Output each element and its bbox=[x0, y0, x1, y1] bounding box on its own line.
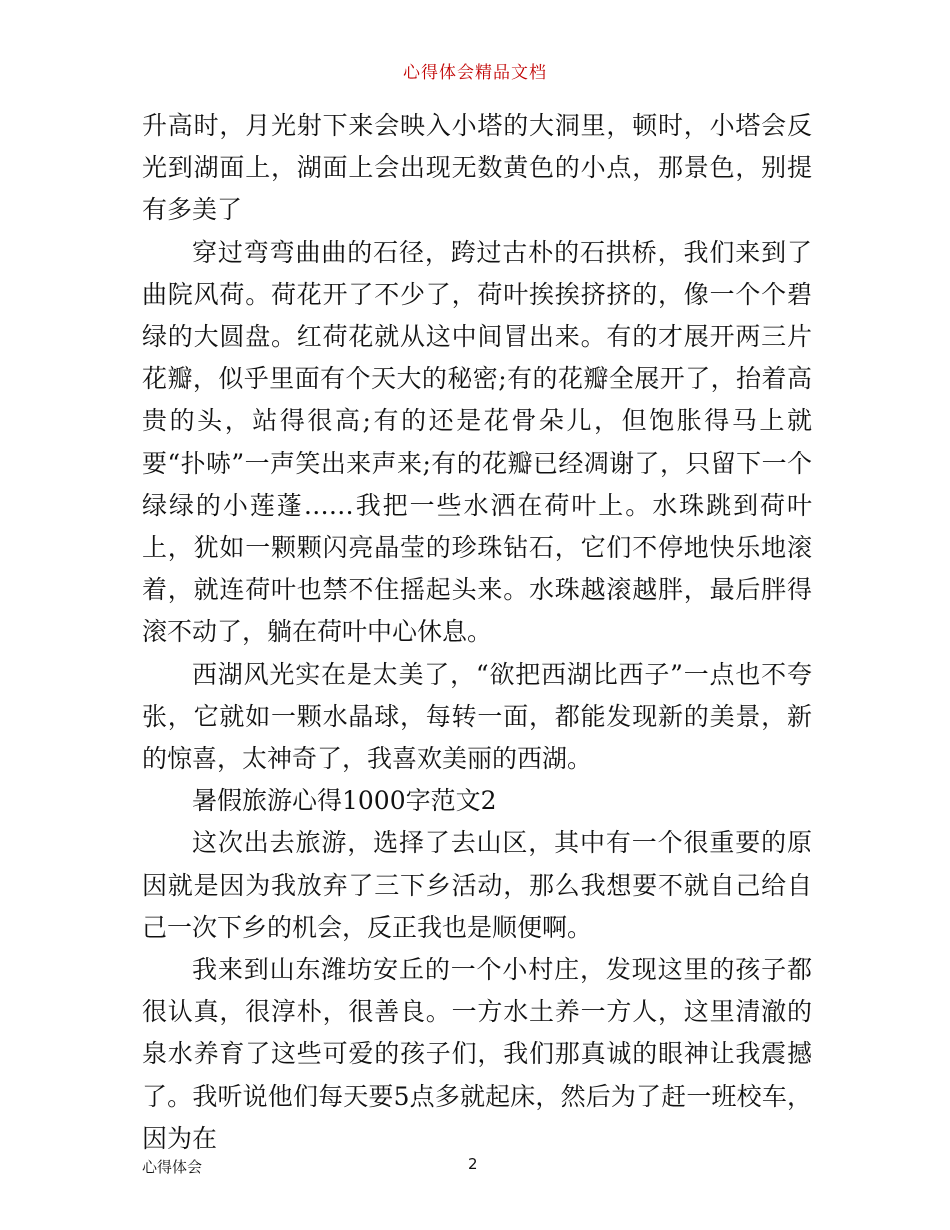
paragraph-continued: 升高时，月光射下来会映入小塔的大洞里，顿时，小塔会反光到湖面上，湖面上会出现无数黄色的小点，那景色，别提有多美了 bbox=[142, 111, 812, 225]
paragraph-mountain-trip: 这次出去旅游，选择了去山区，其中有一个很重要的原因就是因为我放弃了三下乡活动，那么我想要不就自己给自己一次下乡的机会，反正我也是顺便啊。 bbox=[142, 828, 812, 942]
paragraph-village: 我来到山东潍坊安丘的一个小村庄，发现这里的孩子都很认真，很淳朴，很善良。一方水土养一方人，这里清澈的泉水养育了这些可爱的孩子们，我们那真诚的眼神让我震撼了。我听说他们每天要5点多就起床，然后为了赶一班校车，因为在 bbox=[142, 955, 812, 1153]
footer-label: 心得体会 bbox=[142, 1158, 203, 1176]
page-number: 2 bbox=[468, 1155, 478, 1173]
document-body bbox=[142, 105, 812, 1160]
paragraph-west-lake: 西湖风光实在是太美了，“欲把西湖比西子”一点也不夸张，它就如一颗水晶球，每转一面，都能发现新的美景，新的惊喜，太神奇了，我喜欢美丽的西湖。 bbox=[142, 659, 812, 774]
paragraph-lotus: 穿过弯弯曲曲的石径，跨过古朴的石拱桥，我们来到了曲院风荷。荷花开了不少了，荷叶挨挨挤挤的，像一个个碧绿的大圆盘。红荷花就从这中间冒出来。有的才展开两三片花瓣，似乎里面有个天大的秘密;有的花瓣全展开了，抬着高贵的头，站得很高;有的还是花骨朵儿，但饱胀得马上就要“扑哧”一声笑出来声来;有的花瓣已经凋谢了，只留下一个绿绿的小莲蓬……我把一些水洒在荷叶上。水珠跳到荷叶上，犹如一颗颗闪亮晶莹的珍珠钻石，它们不停地快乐地滚着，就连荷叶也禁不住摇起头来。水珠越滚越胖，最后胖得滚不动了，躺在荷叶中心休息。 bbox=[142, 237, 812, 647]
page-header: 心得体会精品文档 bbox=[403, 63, 547, 83]
section-heading: 暑假旅游心得1000字范文2 bbox=[192, 786, 497, 816]
